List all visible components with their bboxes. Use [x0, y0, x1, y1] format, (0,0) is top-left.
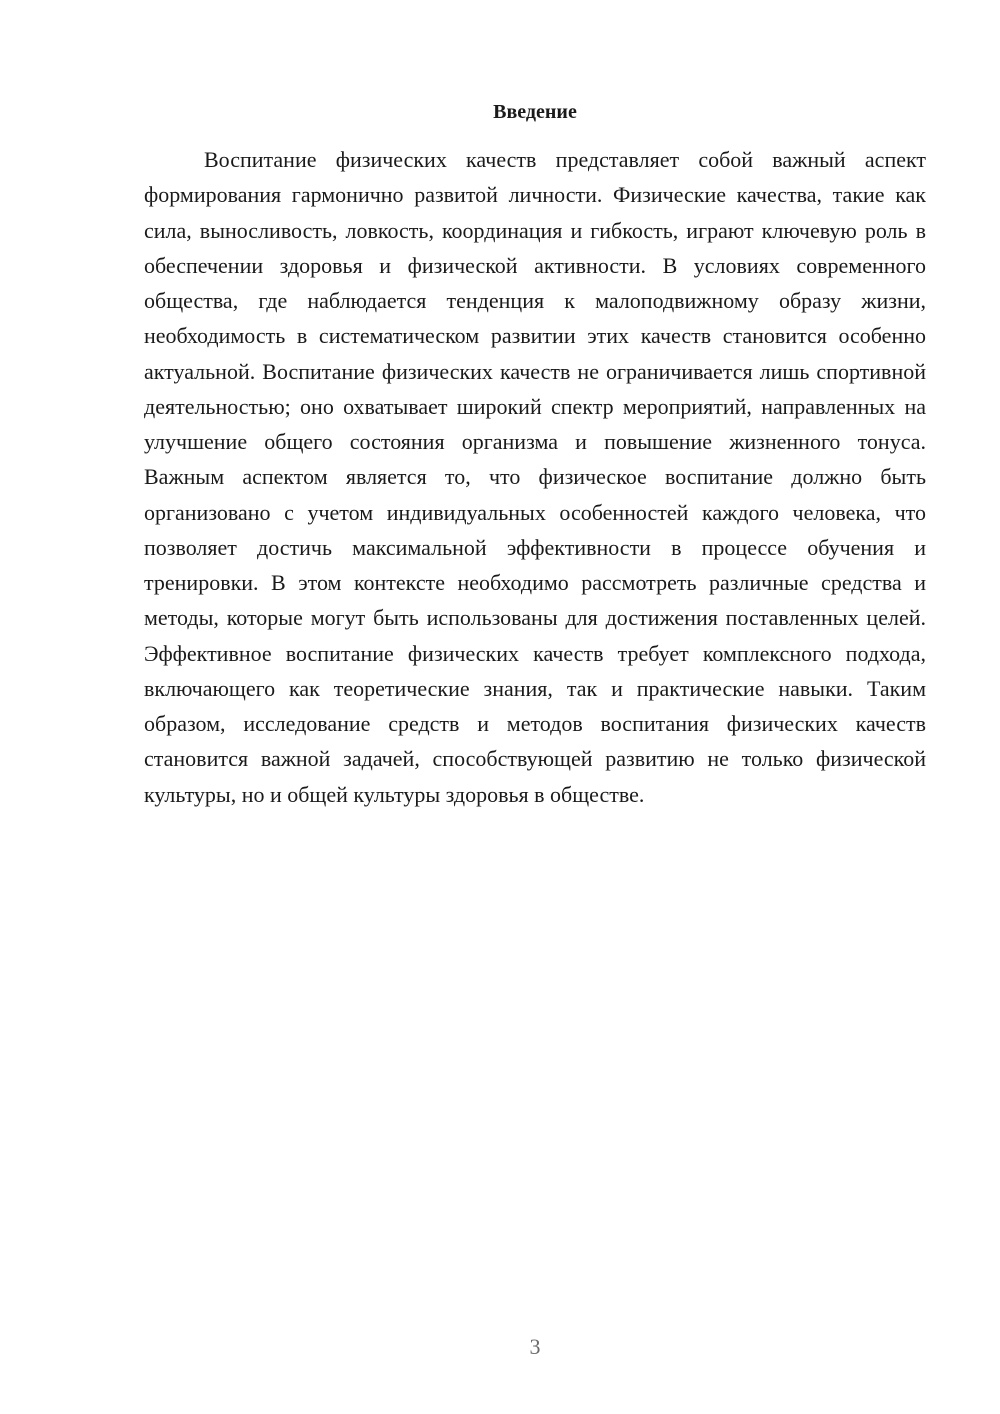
section-heading: Введение: [493, 101, 577, 123]
page-number: 3: [529, 1334, 541, 1359]
body-paragraph: Воспитание физических качеств представляет собой важный аспект формирования гармонично развитой личности. Физические качества, такие как сила, выносливость, ловкость, координация и гибкость, играют ключевую роль в обеспечении здоровья и физической активности. В условиях современного общества, где наблюдается тенденция к малоподвижному образу жизни, необходимость в систематическом развитии этих качеств становится особенно актуальной. Воспитание физических качеств не ограничивается лишь спортивной деятельностью; оно охватывает широкий спектр мероприятий, направленных на улучшение общего состояния организма и повышение жизненного тонуса. Важным аспектом является то, что физическое воспитание должно быть организовано с учетом индивидуальных особенностей каждого человека, что позволяет достичь максимальной эффективности в процессе обучения и тренировки. В этом контексте необходимо рассмотреть различные средства и методы, которые могут быть использованы для достижения поставленных целей. Эффективное воспитание физических качеств требует комплексного подхода, включающего как теоретические знания, так и практические навыки. Таким образом, исследование средств и методов воспитания физических качеств становится важной задачей, способствующей развитию не только физической культуры, но и общей культуры здоровья в обществе.: [144, 147, 926, 807]
